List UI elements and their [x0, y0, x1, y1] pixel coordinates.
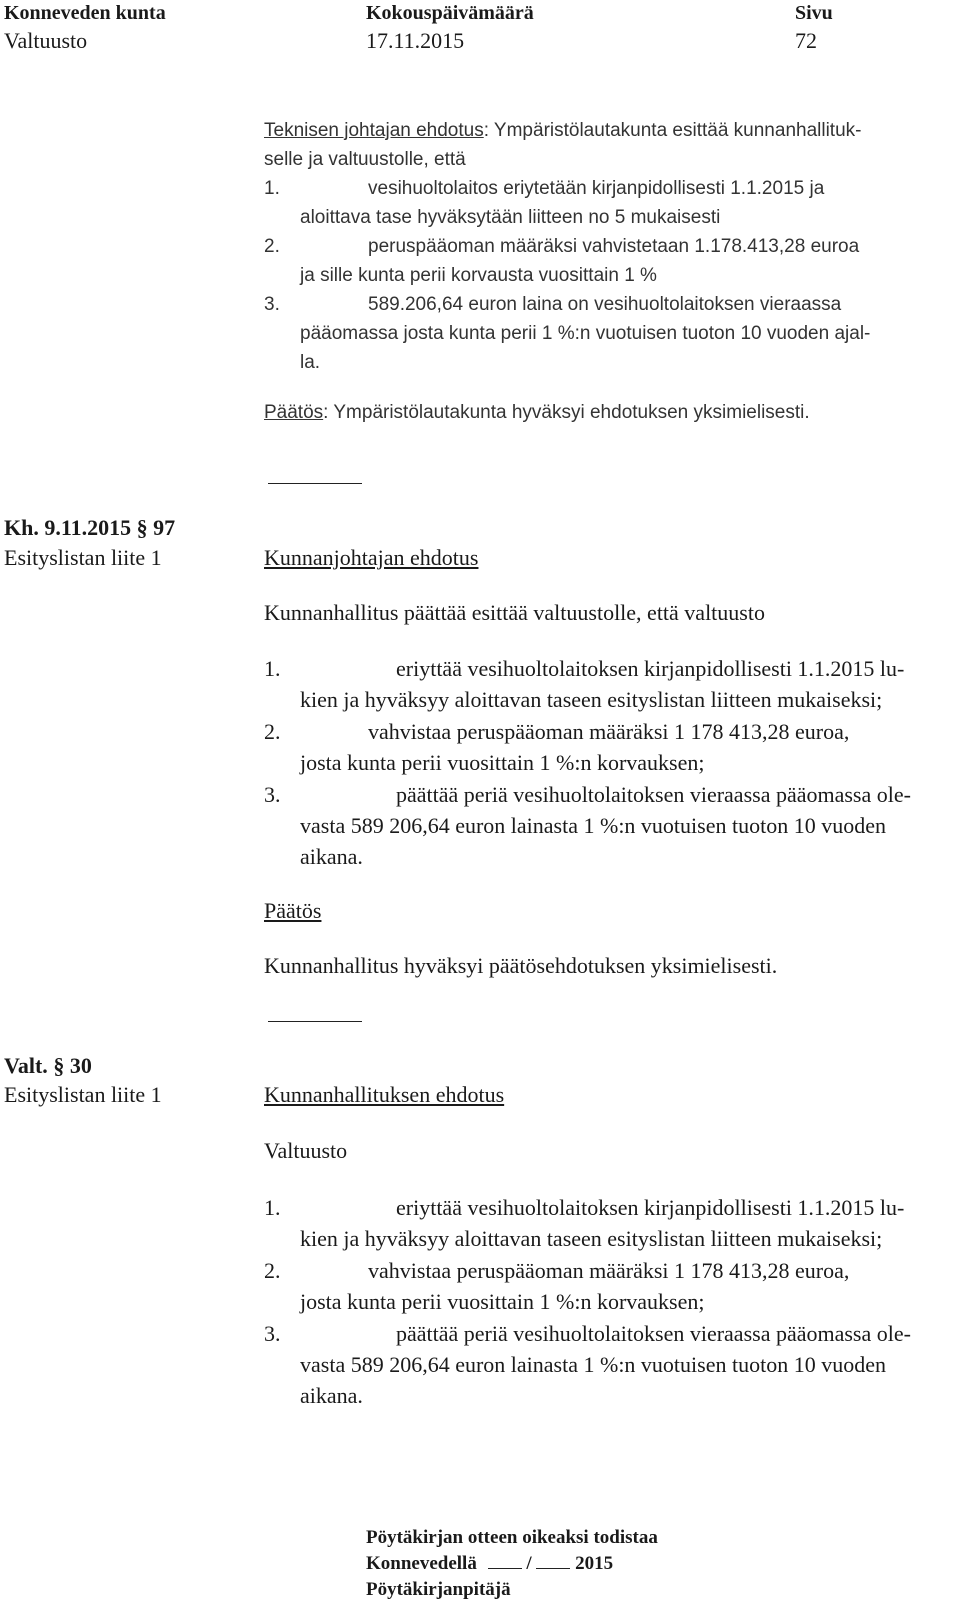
decision-label: Päätös — [264, 898, 322, 923]
list-item-number: 1. — [264, 178, 280, 199]
list-item-text-cont: vasta 589 206,64 euron lainasta 1 %:n vuotuisen tuoton 10 vuoden — [300, 1352, 886, 1377]
certification-year: 2015 — [575, 1553, 614, 1574]
month-blank — [536, 1552, 570, 1569]
meeting-reference: Kh. 9.11.2015 — [4, 515, 132, 540]
list-item-number: 3. — [264, 782, 281, 807]
section-heading: Kunnanjohtajan ehdotus — [264, 545, 479, 570]
technical-proposal-label: Teknisen johtajan ehdotus — [264, 120, 484, 141]
separator-rule — [268, 1021, 362, 1022]
list-item-text: vahvistaa peruspääoman määräksi 1 178 413,28 euroa, — [368, 719, 850, 744]
proposal-intro: Valtuusto — [264, 1138, 348, 1163]
list-item-number: 2. — [264, 719, 281, 744]
technical-proposal-intro: : Ympäristölautakunta esittää kunnanhallituk- — [483, 120, 862, 141]
org-label: Konneveden kunta — [4, 2, 166, 24]
paragraph-number: § 97 — [136, 515, 176, 540]
certification-line: Pöytäkirjan otteen oikeaksi todistaa — [366, 1527, 658, 1548]
list-item-number: 3. — [264, 1321, 281, 1346]
date-label: Kokouspäivämäärä — [366, 2, 534, 24]
date-value: 17.11.2015 — [366, 28, 465, 53]
attachment-reference: Esityslistan liite 1 — [4, 1082, 162, 1107]
list-item-number: 3. — [264, 294, 280, 315]
list-item-text: 589.206,64 euron laina on vesihuoltolaitoksen vieraassa — [368, 294, 842, 315]
list-item-text-cont: josta kunta perii vuosittain 1 %:n korvauksen; — [300, 1289, 705, 1314]
list-item-text: peruspääoman määräksi vahvistetaan 1.178.413,28 euroa — [368, 236, 860, 257]
list-item-text-cont: kien ja hyväksyy aloittavan taseen esityslistan liitteen mukaiseksi; — [300, 1226, 883, 1251]
list-item-text: päättää periä vesihuoltolaitoksen vieraassa pääomassa ole- — [396, 1321, 911, 1346]
list-item-text: päättää periä vesihuoltolaitoksen vieraassa pääomassa ole- — [396, 782, 911, 807]
page-value: 72 — [795, 28, 817, 53]
list-item-text-cont: aikana. — [300, 1383, 363, 1408]
list-item-text: vesihuoltolaitos eriytetään kirjanpidollisesti 1.1.2015 ja — [368, 178, 825, 199]
meeting-reference: Valt. — [4, 1053, 48, 1078]
list-item-number: 1. — [264, 656, 281, 681]
org-value: Valtuusto — [4, 28, 88, 53]
list-item-text-cont: la. — [300, 352, 321, 373]
technical-proposal-intro-cont: selle ja valtuustolle, että — [264, 149, 466, 170]
decision-label: Päätös — [264, 402, 324, 423]
list-item-text-cont: kien ja hyväksyy aloittavan taseen esityslistan liitteen mukaiseksi; — [300, 687, 883, 712]
separator-rule — [268, 483, 362, 484]
list-item-text-cont: vasta 589 206,64 euron lainasta 1 %:n vuotuisen tuoton 10 vuoden — [300, 813, 886, 838]
minutes-keeper-label: Pöytäkirjanpitäjä — [366, 1579, 511, 1600]
list-item-text-cont: josta kunta perii vuosittain 1 %:n korvauksen; — [300, 750, 705, 775]
paragraph-number: § 30 — [53, 1053, 92, 1078]
date-separator: / — [526, 1553, 532, 1574]
list-item-number: 2. — [264, 236, 280, 257]
decision-text: : Ympäristölautakunta hyväksyi ehdotuksen yksimielisesti. — [323, 402, 810, 423]
day-blank — [488, 1552, 522, 1569]
list-item-text: eriyttää vesihuoltolaitoksen kirjanpidollisesti 1.1.2015 lu- — [396, 1195, 905, 1220]
certification-place: Konnevedellä — [366, 1553, 477, 1574]
proposal-intro: Kunnanhallitus päättää esittää valtuustolle, että valtuusto — [264, 600, 765, 625]
list-item-text: eriyttää vesihuoltolaitoksen kirjanpidollisesti 1.1.2015 lu- — [396, 656, 905, 681]
list-item-text-cont: ja sille kunta perii korvausta vuosittain 1 % — [300, 265, 657, 286]
list-item-text-cont: pääomassa josta kunta perii 1 %:n vuotuisen tuoton 10 vuoden ajal- — [300, 323, 871, 344]
list-item-text-cont: aloittava tase hyväksytään liitteen no 5 mukaisesti — [300, 207, 721, 228]
page-label: Sivu — [795, 2, 833, 24]
list-item-text: vahvistaa peruspääoman määräksi 1 178 413,28 euroa, — [368, 1258, 850, 1283]
list-item-text-cont: aikana. — [300, 844, 363, 869]
decision-text: Kunnanhallitus hyväksyi päätösehdotuksen yksimielisesti. — [264, 953, 778, 978]
list-item-number: 2. — [264, 1258, 281, 1283]
attachment-reference: Esityslistan liite 1 — [4, 545, 162, 570]
section-heading: Kunnanhallituksen ehdotus — [264, 1082, 505, 1107]
list-item-number: 1. — [264, 1195, 281, 1220]
